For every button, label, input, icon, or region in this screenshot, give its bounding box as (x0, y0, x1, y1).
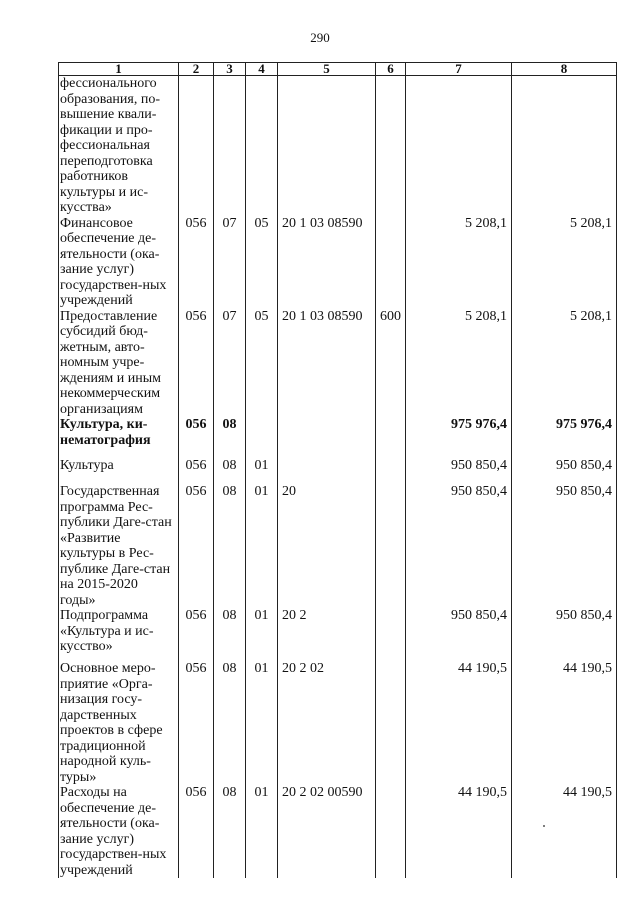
row-code-target: 20 2 (278, 608, 376, 661)
row-code-subsection (246, 417, 278, 458)
row-name: Предоставление субсидий бюд-жетным, авто-номным учре-ждениям и иным некоммерческим организациям (59, 309, 179, 418)
row-code-expense-type (376, 76, 406, 216)
row-name: Основное меро-приятие «Орга-низация госу-дарственных проектов в сфере традиционной народной куль-туры» (59, 661, 179, 785)
row-amount-col8: 44 190,5 (512, 661, 617, 785)
row-amount-col7: 950 850,4 (406, 458, 512, 484)
row-code-admin: 056 (179, 608, 214, 661)
table-row (59, 216, 617, 309)
row-code-target: 20 2 02 00590 (278, 785, 376, 878)
row-amount-col7: 44 190,5 (406, 661, 512, 785)
row-code-admin: 056 (179, 309, 214, 418)
row-code-subsection: 01 (246, 608, 278, 661)
row-code-admin: 056 (179, 216, 214, 309)
table-row (59, 309, 617, 418)
row-code-expense-type: 600 (376, 309, 406, 418)
row-amount-col8: 5 208,1 (512, 216, 617, 309)
row-name: Финансовое обеспечение де-ятельности (ока-зание услуг) государствен-ных учреждений (59, 216, 179, 309)
row-code-section: 08 (214, 458, 246, 484)
row-amount-col7 (406, 76, 512, 216)
row-code-subsection: 05 (246, 309, 278, 418)
header-col-5: 5 (278, 63, 376, 76)
row-name: Культура (59, 458, 179, 484)
header-col-4: 4 (246, 63, 278, 76)
table-row (59, 417, 617, 458)
row-code-admin (179, 76, 214, 216)
row-code-expense-type (376, 785, 406, 878)
row-amount-col7: 950 850,4 (406, 608, 512, 661)
row-code-expense-type (376, 661, 406, 785)
table-row (59, 458, 617, 484)
row-amount-col8: 5 208,1 (512, 309, 617, 418)
row-amount-col7: 975 976,4 (406, 417, 512, 458)
row-code-subsection: 01 (246, 484, 278, 608)
table-row (59, 76, 617, 216)
row-code-target: 20 1 03 08590 (278, 216, 376, 309)
row-code-expense-type (376, 484, 406, 608)
row-code-expense-type (376, 216, 406, 309)
row-code-expense-type (376, 608, 406, 661)
header-col-3: 3 (214, 63, 246, 76)
header-col-8: 8 (512, 63, 617, 76)
scan-speck (543, 825, 545, 827)
row-code-target (278, 458, 376, 484)
row-code-admin: 056 (179, 458, 214, 484)
row-amount-col7: 5 208,1 (406, 216, 512, 309)
row-name: фессионального образования, по-вышение квали-фикации и про-фессиональная переподготовка работников культуры и ис-кусства» (59, 76, 179, 216)
row-code-subsection (246, 76, 278, 216)
row-amount-col7: 950 850,4 (406, 484, 512, 608)
row-code-admin: 056 (179, 484, 214, 608)
row-code-section: 08 (214, 608, 246, 661)
row-code-expense-type (376, 458, 406, 484)
page-number: 290 (310, 30, 330, 45)
table-row (59, 785, 617, 878)
row-code-target: 20 2 02 (278, 661, 376, 785)
row-amount-col8: 950 850,4 (512, 608, 617, 661)
row-name: Расходы на обеспечение де-ятельности (ока-зание услуг) государствен-ных учреждений (59, 785, 179, 878)
row-amount-col8: 44 190,5 (512, 785, 617, 878)
header-col-1: 1 (59, 63, 179, 76)
row-amount-col8: 950 850,4 (512, 458, 617, 484)
row-amount-col8: 950 850,4 (512, 484, 617, 608)
row-code-subsection: 01 (246, 785, 278, 878)
row-code-subsection: 05 (246, 216, 278, 309)
row-code-section (214, 76, 246, 216)
row-amount-col8: 975 976,4 (512, 417, 617, 458)
row-code-target: 20 1 03 08590 (278, 309, 376, 418)
header-col-7: 7 (406, 63, 512, 76)
table-row (59, 484, 617, 608)
row-code-subsection: 01 (246, 458, 278, 484)
row-code-target (278, 417, 376, 458)
row-amount-col8 (512, 76, 617, 216)
row-code-target (278, 76, 376, 216)
row-code-section: 07 (214, 216, 246, 309)
row-code-section: 08 (214, 417, 246, 458)
row-code-admin: 056 (179, 785, 214, 878)
row-code-admin: 056 (179, 661, 214, 785)
row-amount-col7: 5 208,1 (406, 309, 512, 418)
budget-table (58, 62, 617, 878)
row-code-target: 20 (278, 484, 376, 608)
row-name: Государственная программа Рес-публики Даге-стан «Развитие культуры в Рес-публике Даге-стан на 2015-2020 годы» (59, 484, 179, 608)
row-code-section: 08 (214, 484, 246, 608)
row-code-admin: 056 (179, 417, 214, 458)
table-row (59, 661, 617, 785)
row-code-section: 08 (214, 785, 246, 878)
row-code-subsection: 01 (246, 661, 278, 785)
budget-table-container (58, 61, 616, 878)
table-row (59, 608, 617, 661)
row-amount-col7: 44 190,5 (406, 785, 512, 878)
row-name: Подпрограмма «Культура и ис-кусство» (59, 608, 179, 661)
header-row (59, 63, 617, 76)
row-code-section: 07 (214, 309, 246, 418)
row-name: Культура, ки-нематография (59, 417, 179, 458)
row-code-section: 08 (214, 661, 246, 785)
row-code-expense-type (376, 417, 406, 458)
header-col-6: 6 (376, 63, 406, 76)
header-col-2: 2 (179, 63, 214, 76)
